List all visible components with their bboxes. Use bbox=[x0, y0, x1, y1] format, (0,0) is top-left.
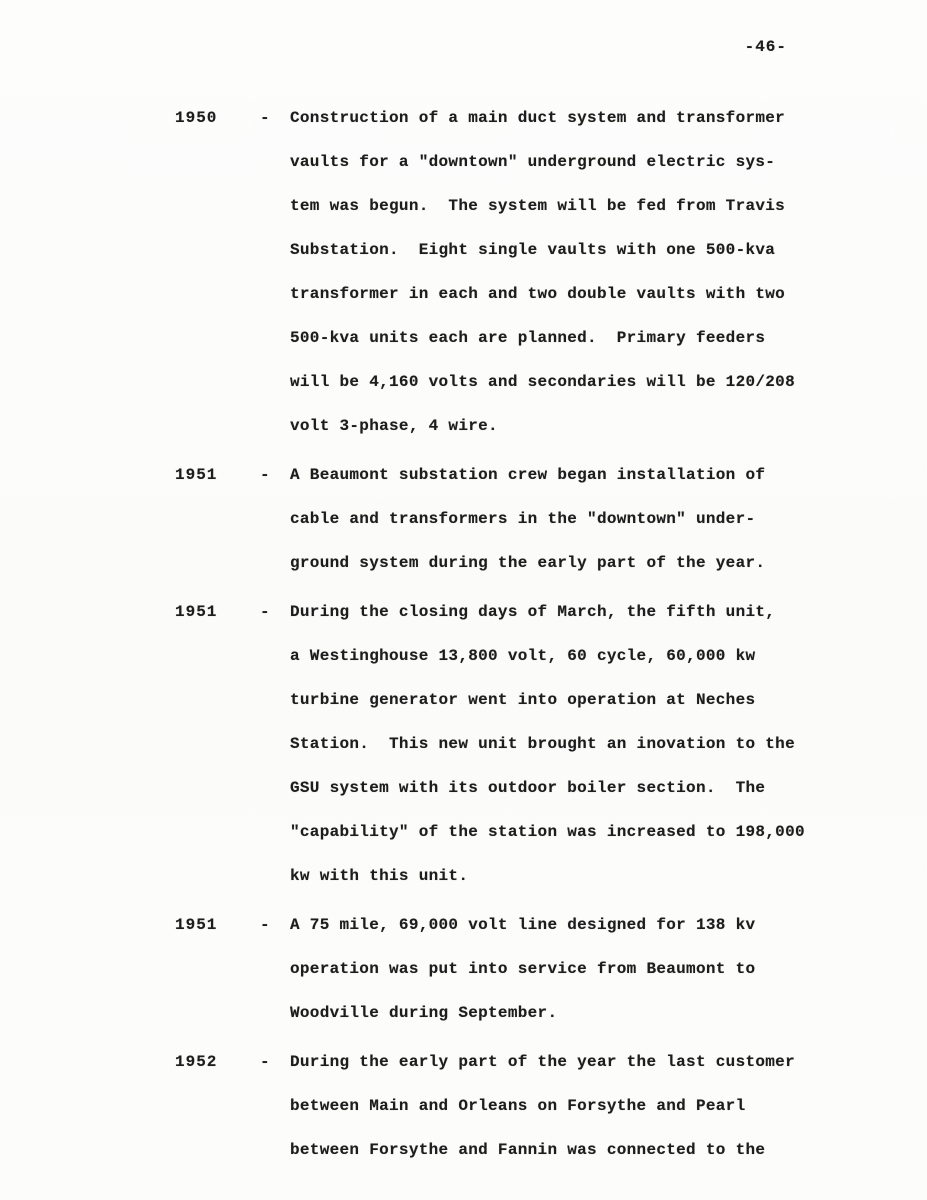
text-line: vaults for a "downtown" underground electric sys- bbox=[290, 153, 776, 171]
text-line: volt 3-phase, 4 wire. bbox=[290, 417, 498, 435]
text-line: Construction of a main duct system and transformer bbox=[290, 109, 786, 127]
entry-text bbox=[290, 453, 827, 585]
text-line: Station. This new unit brought an inovation to the bbox=[290, 735, 795, 753]
text-line: turbine generator went into operation at Neches bbox=[290, 691, 756, 709]
text-line: Substation. Eight single vaults with one 500-kva bbox=[290, 241, 776, 259]
timeline-entry bbox=[175, 453, 827, 585]
timeline-entry bbox=[175, 903, 827, 1035]
entry-dash: - bbox=[260, 109, 270, 127]
text-line: kw with this unit. bbox=[290, 867, 469, 885]
text-line: ground system during the early part of the year. bbox=[290, 554, 766, 572]
entry-year: 1952 bbox=[175, 1053, 218, 1071]
timeline-entry bbox=[175, 96, 827, 448]
text-line: transformer in each and two double vaults with two bbox=[290, 285, 786, 303]
text-line: "capability" of the station was increased to 198,000 bbox=[290, 823, 805, 841]
text-line: cable and transformers in the "downtown" under- bbox=[290, 510, 756, 528]
page-number: -46- bbox=[744, 38, 787, 56]
entry-year: 1951 bbox=[175, 603, 218, 621]
text-line: between Main and Orleans on Forsythe and Pearl bbox=[290, 1097, 746, 1115]
text-line: 500-kva units each are planned. Primary feeders bbox=[290, 329, 766, 347]
entry-dash: - bbox=[260, 1053, 270, 1071]
text-line: operation was put into service from Beaumont to bbox=[290, 960, 756, 978]
entry-year: 1951 bbox=[175, 916, 218, 934]
entry-text bbox=[290, 1040, 827, 1172]
entry-year: 1951 bbox=[175, 466, 218, 484]
entry-text bbox=[290, 590, 827, 898]
entry-text bbox=[290, 903, 827, 1035]
text-line: a Westinghouse 13,800 volt, 60 cycle, 60,000 kw bbox=[290, 647, 756, 665]
text-line: During the closing days of March, the fifth unit, bbox=[290, 603, 776, 621]
entry-text bbox=[290, 96, 827, 448]
entry-dash: - bbox=[260, 916, 270, 934]
text-line: During the early part of the year the last customer bbox=[290, 1053, 795, 1071]
text-line: Woodville during September. bbox=[290, 1004, 558, 1022]
entry-dash: - bbox=[260, 603, 270, 621]
text-line: A 75 mile, 69,000 volt line designed for 138 kv bbox=[290, 916, 756, 934]
text-line: between Forsythe and Fannin was connected to the bbox=[290, 1141, 766, 1159]
text-line: will be 4,160 volts and secondaries will be 120/208 bbox=[290, 373, 795, 391]
timeline bbox=[175, 96, 827, 1177]
timeline-entry bbox=[175, 1040, 827, 1172]
text-line: tem was begun. The system will be fed from Travis bbox=[290, 197, 786, 215]
entry-dash: - bbox=[260, 466, 270, 484]
text-line: GSU system with its outdoor boiler section. The bbox=[290, 779, 766, 797]
text-line: A Beaumont substation crew began installation of bbox=[290, 466, 766, 484]
timeline-entry bbox=[175, 590, 827, 898]
entry-year: 1950 bbox=[175, 109, 218, 127]
